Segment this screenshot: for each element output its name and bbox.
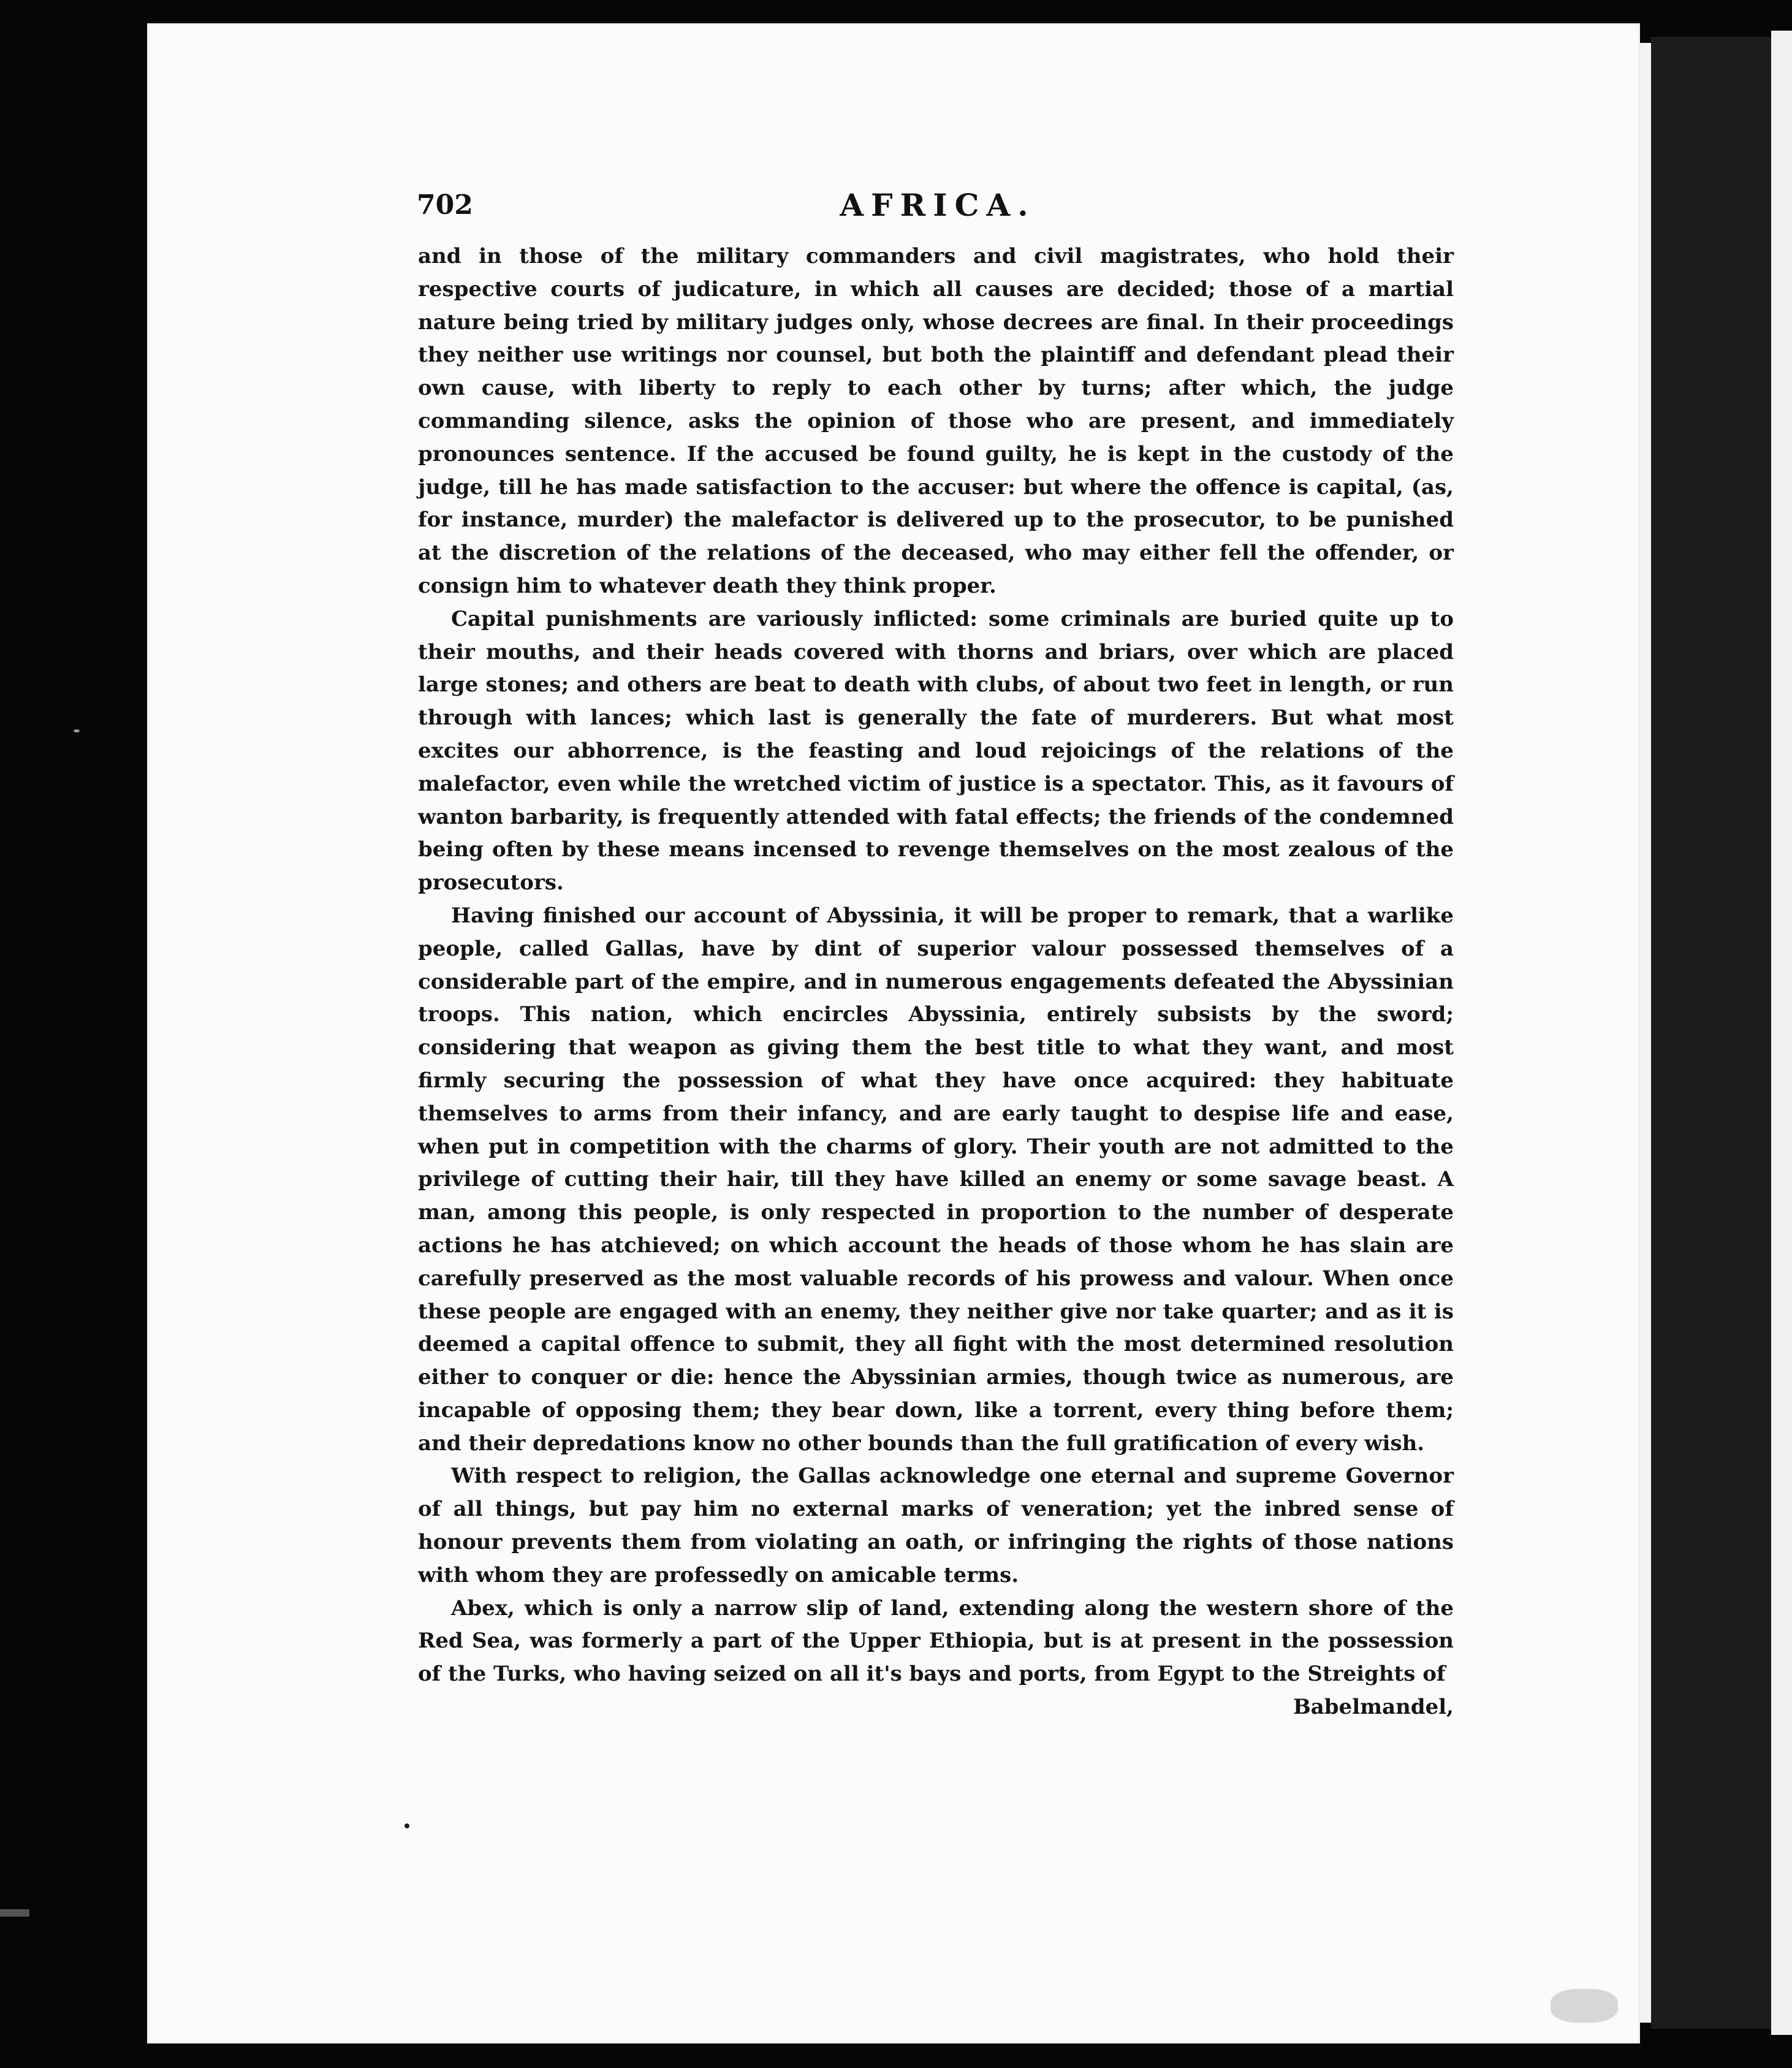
body-text	[418, 240, 1454, 1724]
paragraph-judicature: and in those of the military commanders and civil magistrates, who hold their respective courts of judicature, in which all causes are decided; those of a martial nature being tried by military judges only, whose decrees are final. In their proceedings they neither use writings nor counsel, but both the plaintiff and defendant plead their own cause, with liberty to reply to each other by turns; after which, the judge commanding silence, asks the opinion of those who are present, and immediately pronounces sentence. If the accused be found guilty, he is kept in the custody of the judge, till he has made satisfaction to the accuser: but where the offence is capital, (as, for instance, murder) the malefactor is delivered up to the prosecutor, to be punished at the discretion of the relations of the deceased, who may either fell the offender, or consign him to whatever death they think proper.	[418, 244, 1454, 598]
scan-speck	[74, 729, 80, 732]
next-page-edge	[1640, 43, 1651, 2023]
running-title: AFRICA.	[840, 187, 1036, 223]
paragraph-religion: With respect to religion, the Gallas acknowledge one eternal and supreme Governor of all things, but pay him no external marks of veneration; yet the inbred sense of honour prevents them from violating an oath, or infringing the rights of those nations with whom they are professedly on amicable terms.	[418, 1464, 1454, 1587]
binding-shadow	[1651, 37, 1774, 2029]
paragraph-abex: Abex, which is only a narrow slip of land, extending along the western shore of the Red Sea, was formerly a part of the Upper Ethiopia, but is at present in the possession of the Turks, who having seized on all it's bays and ports, from Egypt to the Streights of	[418, 1595, 1454, 1687]
paragraph-capital-punishments: Capital punishments are variously inflicted: some criminals are buried quite up to their mouths, and their heads covered with thorns and briars, over which are placed large stones; and others are beat to death with clubs, of about two feet in length, or run through with lances; which last is generally the fate of murderers. But what most excites our abhorrence, is the feasting and loud rejoicings of the relations of the malefactor, even while the wretched victim of justice is a spectator. This, as it favours of wanton barbarity, is frequently attended with fatal effects; the friends of the condemned being often by these means incensed to revenge themselves on the most zealous of the prosecutors.	[418, 606, 1454, 895]
page-header	[417, 187, 1459, 224]
next-page-rim	[1771, 31, 1792, 2035]
scan-smudge	[0, 1909, 29, 1917]
page-number: 702	[417, 189, 473, 221]
scan-speck	[404, 1823, 409, 1828]
catchword: Babelmandel,	[1293, 1695, 1454, 1720]
paragraph-gallas: Having finished our account of Abyssinia, it will be proper to remark, that a warlike people, called Gallas, have by dint of superior valour possessed themselves of a considerable part of the empire, and in numerous engagements defeated the Abyssinian troops. This nation, which encircles Abyssinia, entirely subsists by the sword; considering that weapon as giving them the best title to what they want, and most firmly securing the possession of what they have once acquired: they habituate themselves to arms from their infancy, and are early taught to despise life and ease, when put in competition with the charms of glory. Their youth are not admitted to the privilege of cutting their hair, till they have killed an enemy or some savage beast. A man, among this people, is only respected in proportion to the number of desperate actions he has atchieved; on which account the heads of those whom he has slain are carefully preserved as the most valuable records of his prowess and valour. When once these people are engaged with an enemy, they neither give nor take quarter; and as it is deemed a capital offence to submit, they all fight with the most determined resolution either to conquer or die: hence the Abyssinian armies, though twice as numerous, are incapable of opposing them; they bear down, like a torrent, every thing before them; and their depredations know no other bounds than the full gratification of every wish.	[418, 903, 1454, 1456]
scan-smudge	[1551, 1989, 1618, 2023]
